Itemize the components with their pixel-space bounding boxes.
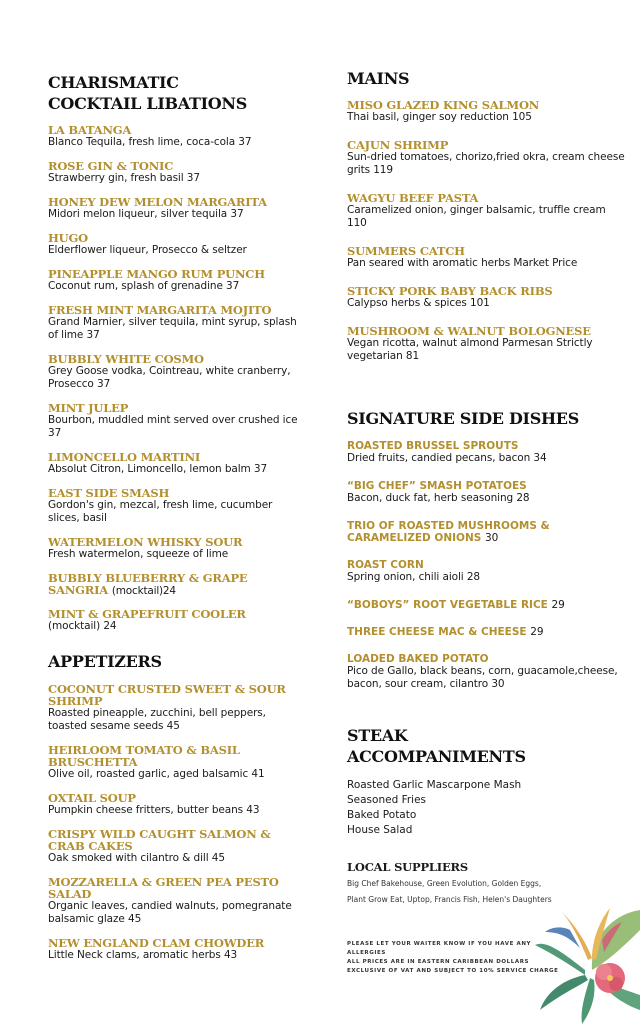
item-name [347,139,627,151]
item-name [48,683,298,707]
item-description: Little Neck clams, aromatic herbs 43 [48,949,238,961]
item-name [347,653,627,665]
note-line: EXCLUSIVE OF VAT AND SUBJECT TO 10% SERVICE CHARGE [347,968,559,974]
item-description: Pan seared with aromatic herbs Market Price [347,257,578,269]
item-name-text: TRIO OF ROASTED MUSHROOMS & CARAMELIZED ONIONS [347,520,550,544]
item-description: Spring onion, chili aioli 28 [347,571,480,583]
item-description: Grey Goose vodka, Cointreau, white cranberry, Prosecco 37 [48,365,291,390]
suppliers-line: Big Chef Bakehouse, Green Evolution, Golden Eggs, [347,879,542,888]
section-title: MAINS [347,69,410,88]
menu-item [347,626,627,638]
section-title: APPETIZERS [48,652,162,671]
item-name [347,99,627,111]
section-title [347,725,627,767]
item-name [48,536,298,548]
section-title: SIGNATURE SIDE DISHES [347,409,579,428]
item-description: Bourbon, muddled mint served over crushed ice 37 [48,414,298,439]
menu-item [347,245,627,270]
item-name [48,876,298,900]
item-description: Thai basil, ginger soy reduction 105 [347,111,532,123]
item-name-text: MINT JULEP [48,401,129,415]
item-name [48,744,298,768]
item-name [48,451,298,463]
item-description: Coconut rum, splash of grenadine 37 [48,280,240,292]
item-description: Pumpkin cheese fritters, butter beans 43 [48,804,260,816]
item-description: Fresh watermelon, squeeze of lime [48,548,229,560]
item-name [48,304,298,316]
menu-item [48,268,298,293]
item-name-text: MINT & GRAPEFRUIT COOLER [48,607,246,621]
item-name [48,402,298,414]
note-line: ALL PRICES ARE IN EASTERN CARIBBEAN DOLLARS [347,959,530,965]
steak-item: Seasoned Fries [347,794,427,806]
steak-item: Baked Potato [347,809,417,821]
item-description: Roasted pineapple, zucchini, bell peppers, toasted sesame seeds 45 [48,707,266,732]
menu-item [48,828,298,865]
item-name-text: LIMONCELLO MARTINI [48,450,201,464]
title-line: COCKTAIL LIBATIONS [48,94,247,113]
title-line: STEAK [347,726,408,745]
item-description: Elderflower liqueur, Prosecco & seltzer [48,244,247,256]
item-description: Midori melon liqueur, silver tequila 37 [48,208,244,220]
item-name [347,626,627,638]
item-name [48,828,298,852]
item-name [48,937,298,949]
item-price: (mocktail)24 [111,585,176,597]
menu-item [347,325,627,363]
mains-section [347,68,627,378]
item-name [347,559,627,571]
item-name [48,608,298,620]
cocktails-section [48,72,298,644]
item-name-text: MISO GLAZED KING SALMON [347,98,540,112]
steak-item: House Salad [347,824,413,836]
note-line: PLEASE LET YOUR WAITER KNOW IF YOU HAVE ANY ALLERGIES [347,941,532,956]
tropical-flower-illustration [530,900,640,1024]
item-name [347,480,627,492]
item-name [347,245,627,257]
menu-item [48,937,298,962]
menu-item [48,402,298,440]
item-name-text: PINEAPPLE MANGO RUM PUNCH [48,267,265,281]
menu-item [48,160,298,185]
item-name-text: WATERMELON WHISKY SOUR [48,535,243,549]
item-name-text: HONEY DEW MELON MARGARITA [48,195,267,209]
item-description: Sun-dried tomatoes, chorizo,fried okra, cream cheese grits 119 [347,151,625,176]
menu-item [347,480,627,505]
item-name-text: BUBBLY BLUEBERRY & GRAPE SANGRIA [48,571,248,597]
item-name-text: HUGO [48,231,88,245]
item-name-text: SUMMERS CATCH [347,244,465,258]
item-description: Calypso herbs & spices 101 [347,297,490,309]
item-name [48,232,298,244]
item-name [48,353,298,365]
menu-item [347,99,627,124]
item-description: Bacon, duck fat, herb seasoning 28 [347,492,530,504]
item-name [48,268,298,280]
item-description: Dried fruits, candied pecans, bacon 34 [347,452,547,464]
item-name [347,520,627,544]
item-name-text: LOADED BAKED POTATO [347,653,489,665]
item-name-text: MOZZARELLA & GREEN PEA PESTO SALAD [48,875,279,901]
menu-item [48,876,298,926]
item-name-text: CRISPY WILD CAUGHT SALMON & CRAB CAKES [48,827,271,853]
menu-item [347,559,627,584]
item-price: 29 [551,599,565,611]
menu-item [347,139,627,177]
menu-item [347,192,627,230]
menu-item [347,520,627,544]
item-name-text: ROASTED BRUSSEL SPROUTS [347,440,519,452]
title-line: ACCOMPANIMENTS [347,747,526,766]
menu-item [48,792,298,817]
menu-item [48,683,298,733]
suppliers-line: Plant Grow Eat, Uptop, Francis Fish, Helen's Daughters [347,895,552,904]
item-description: Olive oil, roasted garlic, aged balsamic 41 [48,768,265,780]
menu-item [48,744,298,781]
item-description: Organic leaves, candied walnuts, pomegranate balsamic glaze 45 [48,900,292,925]
title-line: CHARISMATIC [48,73,179,92]
item-price: 30 [484,532,499,544]
item-name [347,440,627,452]
item-name [48,572,298,597]
menu-item [48,572,298,597]
item-name-text: BUBBLY WHITE COSMO [48,352,204,366]
menu-item [347,653,627,691]
item-name-text: NEW ENGLAND CLAM CHOWDER [48,936,265,950]
steak-section [347,725,627,838]
item-description: Blanco Tequila, fresh lime, coca-cola 37 [48,136,252,148]
item-description: Oak smoked with cilantro & dill 45 [48,852,225,864]
item-description: Absolut Citron, Limoncello, lemon balm 37 [48,463,268,475]
item-name-text: ROSE GIN & TONIC [48,159,174,173]
item-description: Vegan ricotta, walnut almond Parmesan Strictly vegetarian 81 [347,337,593,362]
item-name [48,124,298,136]
item-name-text: EAST SIDE SMASH [48,486,170,500]
item-name-text: ROAST CORN [347,559,424,571]
item-name [48,487,298,499]
suppliers-title: LOCAL SUPPLIERS [347,860,468,874]
menu-item [347,440,627,465]
item-name [347,192,627,204]
item-name-text: “BOBOYS” ROOT VEGETABLE RICE [347,599,548,611]
appetizers-section [48,651,298,973]
item-name-text: FRESH MINT MARGARITA MOJITO [48,303,272,317]
section-title [48,72,298,114]
item-name [48,160,298,172]
item-name [48,196,298,208]
item-name-text: STICKY PORK BABY BACK RIBS [347,284,553,298]
item-description: Gordon's gin, mezcal, fresh lime, cucumber slices, basil [48,499,273,524]
item-price: 29 [530,626,544,638]
item-description: Pico de Gallo, black beans, corn, guacamole,cheese, bacon, sour cream, cilantro 30 [347,665,618,690]
item-name-text: THREE CHEESE MAC & CHEESE [347,626,527,638]
item-name [347,325,627,337]
item-name-text: OXTAIL SOUP [48,791,136,805]
menu-item [48,536,298,561]
menu-item [48,196,298,221]
menu-item [48,451,298,476]
menu-item [48,304,298,342]
sides-section [347,408,627,706]
item-name-text: WAGYU BEEF PASTA [347,191,479,205]
menu-item [48,487,298,525]
item-name [347,285,627,297]
item-description: Grand Marnier, silver tequila, mint syrup, splash of lime 37 [48,316,297,341]
item-name-text: CAJUN SHRIMP [347,138,449,152]
item-name-text: COCONUT CRUSTED SWEET & SOUR SHRIMP [48,682,286,708]
steak-item: Roasted Garlic Mascarpone Mash [347,779,522,791]
menu-item [48,608,298,633]
menu-item [48,124,298,149]
item-name [347,599,627,611]
item-name [48,792,298,804]
item-name-text: LA BATANGA [48,123,132,137]
item-description: Strawberry gin, fresh basil 37 [48,172,200,184]
item-name-text: HEIRLOOM TOMATO & BASIL BRUSCHETTA [48,743,240,769]
menu-item [347,599,627,611]
menu-item [347,285,627,310]
item-name-text: MUSHROOM & WALNUT BOLOGNESE [347,324,591,338]
item-description: Caramelized onion, ginger balsamic, truffle cream 110 [347,204,606,229]
menu-item [48,353,298,391]
menu-item [48,232,298,257]
item-description: (mocktail) 24 [48,620,117,632]
item-name-text: “BIG CHEF” SMASH POTATOES [347,480,527,492]
